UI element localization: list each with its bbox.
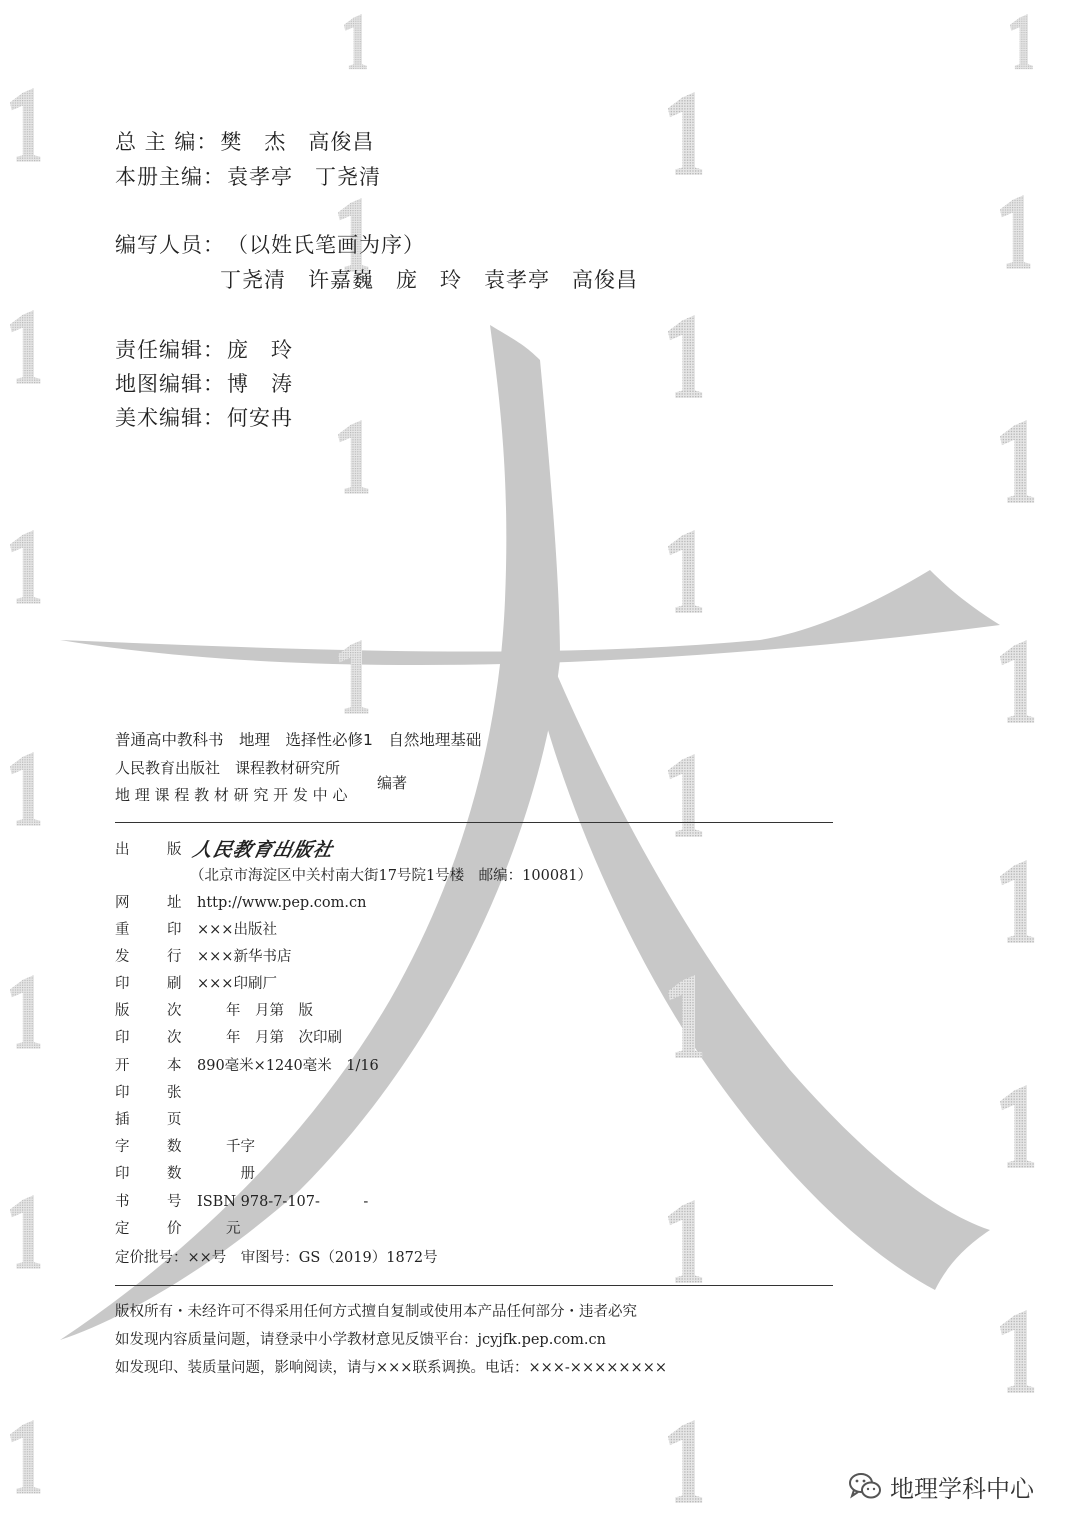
writers-names: 丁尧清 许嘉巍 庞 玲 袁孝亭 高俊昌	[220, 268, 638, 292]
imprint-key-char: 数	[167, 1139, 182, 1155]
imprint-key-char: 价	[167, 1221, 182, 1237]
chief-editors-label: 总 主 编：	[115, 130, 219, 154]
print-run-value: 册	[197, 1166, 255, 1182]
volume-editors-row	[115, 163, 381, 191]
words-value: 千字	[197, 1139, 255, 1155]
format-value: 890毫米×1240毫米 1/16	[197, 1058, 379, 1074]
publisher-line-2: 地 理 课 程 教 材 研 究 开 发 中 心	[115, 786, 348, 804]
imprint-key-char: 定	[115, 1221, 130, 1237]
map-editor-label: 地图编辑：	[115, 372, 225, 396]
reprint-value: ×××出版社	[197, 922, 277, 938]
imprint-key-char: 印	[115, 1030, 130, 1046]
publisher-logo-text: 人民教育出版社	[190, 839, 336, 861]
art-editor-row	[115, 404, 293, 432]
imprint-key-char: 印	[115, 1085, 130, 1101]
writers-order-note: （以姓氏笔画为序）	[227, 233, 425, 257]
divider-bottom	[115, 1285, 833, 1286]
imprint-key-char: 印	[167, 922, 182, 938]
brand-name: 地理学科中心	[890, 1474, 1034, 1503]
imprint-key-char: 号	[167, 1194, 182, 1210]
imprint-key-char: 版	[167, 842, 182, 858]
imprint-key-char: 印	[115, 976, 130, 992]
distribution-value: ×××新华书店	[197, 949, 292, 965]
publisher-address: （北京市海淀区中关村南大街17号院1号楼 邮编：100081）	[190, 868, 593, 884]
book-title: 普通高中教科书 地理 选择性必修1 自然地理基础	[115, 731, 482, 749]
isbn-value: ISBN 978-7-107- -	[197, 1194, 369, 1210]
imprint-key-char: 数	[167, 1166, 182, 1182]
website-value: http://www.pep.com.cn	[197, 895, 367, 911]
brand-watermark	[848, 1468, 1034, 1504]
imprint-key-char: 网	[115, 895, 130, 911]
imprint-key-char: 本	[167, 1058, 182, 1074]
price-value: 元	[197, 1221, 241, 1237]
chief-editors-row	[115, 128, 374, 156]
divider-top	[115, 822, 833, 823]
imprint-key-char: 印	[115, 1166, 130, 1182]
art-editor-label: 美术编辑：	[115, 406, 225, 430]
imprint-key-char: 字	[115, 1139, 130, 1155]
content-feedback-notice: 如发现内容质量问题，请登录中小学教材意见反馈平台：jcyjfk.pep.com.cn	[115, 1332, 606, 1348]
imprint-key-char: 开	[115, 1058, 130, 1074]
imprint-key-char: 刷	[167, 976, 182, 992]
imprint-key-char: 张	[167, 1085, 182, 1101]
imprint-key-char: 发	[115, 949, 130, 965]
writers-label: 编写人员：	[115, 233, 225, 257]
pricing-approval: 定价批号：××号 审图号：GS（2019）1872号	[115, 1250, 438, 1266]
edition-value: 年 月第 版	[197, 1003, 313, 1019]
imprint-key-char: 页	[167, 1112, 182, 1128]
impression-value: 年 月第 次印刷	[197, 1030, 342, 1046]
imprint-key-char: 次	[167, 1003, 182, 1019]
imprint-key-char: 址	[167, 895, 182, 911]
imprint-key-char: 重	[115, 922, 130, 938]
art-editor-value: 何安冉	[227, 406, 293, 430]
map-editor-row	[115, 370, 293, 398]
chief-editors-value: 樊 杰 高俊昌	[220, 130, 375, 154]
imprint-key-char: 书	[115, 1194, 130, 1210]
volume-editors-value: 袁孝亭 丁尧清	[227, 165, 381, 189]
printing-value: ×××印刷厂	[197, 976, 277, 992]
imprint-key-char: 插	[115, 1112, 130, 1128]
responsible-editor-value: 庞 玲	[227, 338, 293, 362]
copyright-notice: 版权所有・未经许可不得采用任何方式擅自复制或使用本产品任何部分・违者必究	[115, 1304, 637, 1320]
writers-row	[115, 231, 425, 259]
imprint-key-char: 版	[115, 1003, 130, 1019]
volume-editors-label: 本册主编：	[115, 165, 225, 189]
print-feedback-notice: 如发现印、装质量问题，影响阅读，请与×××联系调换。电话：×××-××××××××	[115, 1360, 667, 1376]
responsible-editor-row	[115, 336, 293, 364]
publisher-line-1: 人民教育出版社 课程教材研究所	[115, 759, 341, 777]
imprint-key-char: 行	[167, 949, 182, 965]
wechat-icon	[848, 1471, 882, 1501]
responsible-editor-label: 责任编辑：	[115, 338, 225, 362]
compiled-by-label: 编著	[377, 774, 408, 792]
imprint-key-char: 出	[115, 842, 130, 858]
imprint-key-char: 次	[167, 1030, 182, 1046]
map-editor-value: 博 涛	[227, 372, 293, 396]
